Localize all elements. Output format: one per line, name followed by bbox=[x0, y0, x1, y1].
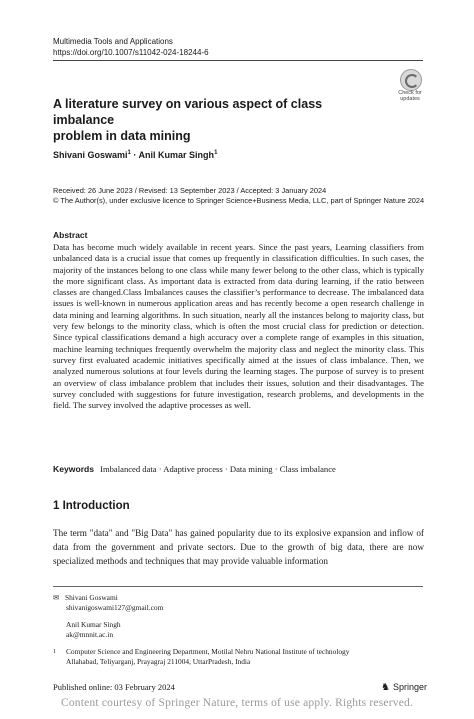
affiliation-marker: 1 bbox=[127, 150, 131, 156]
article-history bbox=[53, 186, 425, 206]
affiliation-line-1: Computer Science and Engineering Department, Motilal Nehru National Institute of technology bbox=[66, 647, 350, 656]
section-heading: 1 Introduction bbox=[53, 500, 130, 512]
keywords-label: Keywords bbox=[53, 464, 95, 474]
footnote-rule bbox=[53, 586, 423, 587]
header-rule bbox=[53, 60, 423, 61]
abstract-body: Data has become much widely available in recent years. Since the past years, Learning classifiers from unbalanced data is a crucial issue that comes up frequently in classification difficulties. In such cases, the majority of the instances belong to one class while many fewer belong to the other class, which is typically the more significant class. As important data is extracted from data during learning, if the ratio between classes are changed.Class Imbalances causes the classifier’s performance to decrease. The imbalanced data issues is well-known in numerous application areas and has recently become a open research challenge in data mining and learning algorithms. In such situation, nearly all the instances belong to majority class, but very few belongs to the minority class, which is often the most crucial class for prediction or detection. Since typical classifications demand a high accuracy over a complete range of examples in this situation, machine learning techniques frequently overwhelm the majority class and neglect the minority class. This survey first evaluated academic initiatives specifically aimed at the issues of class imbalance. Then, we analyzed numerous solutions at four levels during the learning stages. The purpose of survey is to present an overview of class imbalance problem that includes their issues, solution and their disadvantages. The survey concluded with suggestions for future investigation, research problems, and developments in the field. The survey involved the adaptive processes as well. bbox=[53, 242, 424, 411]
introduction-body: The term "data" and "Big Data" has gained popularity due to its explosive expansion and inflow of data from the government and private sectors. Due to the growth of big data, there are now specialized methods and techniques that may provide valuable information bbox=[53, 528, 424, 566]
affiliation-number: 1 bbox=[53, 649, 56, 655]
author-name[interactable]: Anil Kumar Singh bbox=[138, 150, 215, 160]
contact-email[interactable]: ak@mnnit.ac.in bbox=[66, 630, 114, 639]
envelope-icon: ✉ bbox=[53, 593, 60, 602]
publisher-name: Springer bbox=[392, 682, 427, 692]
courtesy-watermark: Content courtesy of Springer Nature, terms of use apply. Rights reserved. bbox=[60, 697, 414, 709]
author-list bbox=[53, 150, 217, 160]
check-for-updates-badge[interactable] bbox=[395, 69, 425, 103]
author-name[interactable]: Shivani Goswami bbox=[53, 150, 128, 160]
refresh-icon bbox=[400, 69, 422, 91]
contact-name: Shivani Goswami bbox=[65, 593, 118, 602]
affiliation bbox=[53, 647, 425, 667]
title-line-1: A literature survey on various aspect of class imbalance bbox=[53, 97, 323, 127]
abstract-heading: Abstract bbox=[53, 230, 88, 240]
title-line-2: problem in data mining bbox=[53, 129, 191, 143]
contact-name: Anil Kumar Singh bbox=[66, 620, 121, 629]
article-title bbox=[53, 96, 373, 144]
affiliation-marker: 1 bbox=[214, 150, 218, 156]
badge-line2: updates bbox=[400, 96, 420, 102]
doi-link[interactable]: https://doi.org/10.1007/s11042-024-18244-6 bbox=[53, 48, 209, 57]
publisher-logo bbox=[381, 682, 427, 693]
corresponding-contacts bbox=[53, 593, 163, 640]
history-dates: Received: 26 June 2023 / Revised: 13 September 2023 / Accepted: 3 January 2024 bbox=[53, 186, 327, 195]
journal-name: Multimedia Tools and Applications bbox=[53, 37, 173, 46]
published-date: Published online: 03 February 2024 bbox=[53, 682, 175, 692]
springer-horse-icon: ♞ bbox=[381, 682, 390, 693]
keywords-list: Imbalanced data · Adaptive process · Data mining · Class imbalance bbox=[100, 464, 336, 474]
affiliation-line-2: Allahabad, Teliyarganj, Prayagraj 211004, UttarPradesh, India bbox=[66, 657, 251, 666]
badge-line1: Check for bbox=[398, 90, 422, 96]
author-separator: · bbox=[130, 150, 139, 160]
contact-email[interactable]: shivanigoswami127@gmail.com bbox=[66, 603, 164, 612]
journal-header bbox=[53, 36, 209, 58]
keywords bbox=[53, 464, 424, 475]
copyright-line: © The Author(s), under exclusive licence to Springer Science+Business Media, LLC, part of Springer Nature 2024 bbox=[53, 196, 425, 205]
